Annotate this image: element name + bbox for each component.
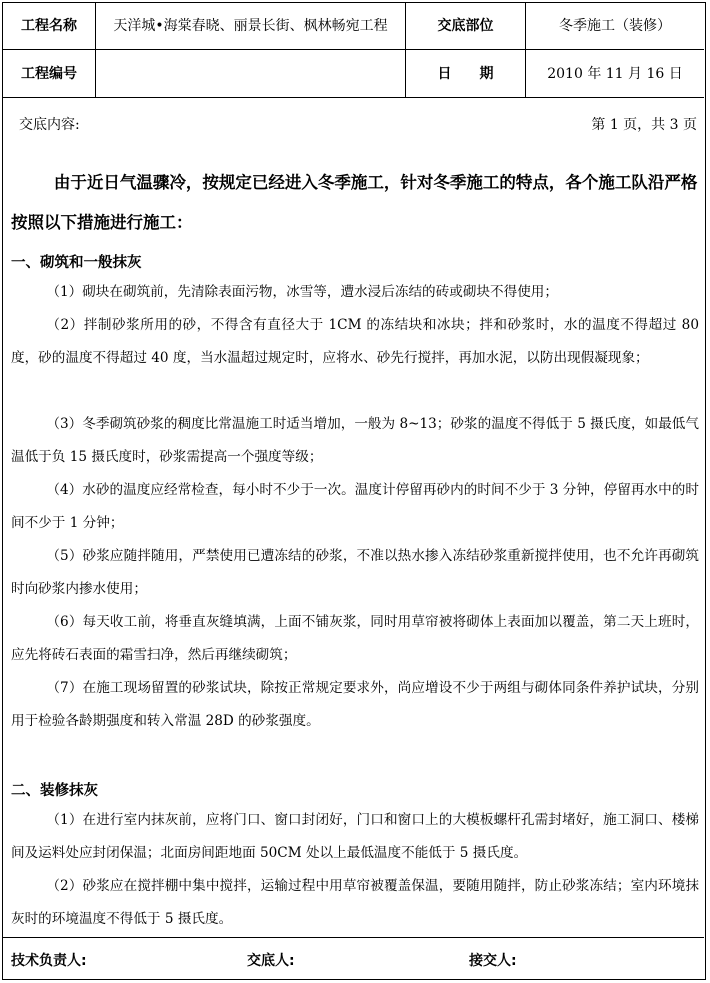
date-label: 日 期: [437, 65, 494, 82]
tech-lead-label: 技术负责人:: [11, 953, 87, 969]
section-label: 交底部位: [437, 18, 494, 34]
section-1-item: （2）拌制砂浆所用的砂，不得含有直径大于 1CM 的冻结块和冰块；拌和砂浆时，水的温度不得超过 80 度，砂的温度不得超过 40 度，当水温超过规定时，应将水、砂先行搅拌，再加水泥，以防出现假凝现象；: [11, 317, 699, 366]
section-value: 冬季施工（装修）: [559, 18, 671, 34]
project-no-value: [96, 50, 405, 97]
section-1-item: （7）在施工现场留置的砂浆试块，除按正常规定要求外，尚应增设不少于两组与砌体同条件养护试块，分别用于检验各龄期强度和转入常温 28D 的砂浆强度。: [11, 680, 699, 729]
disclosure-sheet: [2, 2, 706, 980]
project-name-value: 天洋城•海棠春晓、丽景长街、枫林畅宛工程: [113, 18, 388, 34]
section-2-item: （1）在进行室内抹灰前，应将门口、窗口封闭好，门口和窗口上的大模板螺杆孔需封堵好，施工洞口、楼梯间及运料处应封闭保温；北面房间距地面 50CM 处以上最低温度不能低于 5 摄氏度。: [11, 812, 699, 861]
section-2-item: （2）砂浆应在搅拌棚中集中搅拌，运输过程中用草帘被覆盖保温，要随用随拌，防止砂浆冻结；室内环境抹灰时的环境温度不得低于 5 摄氏度。: [11, 878, 699, 927]
content-label: 交底内容:: [19, 117, 80, 133]
section-1-item: （6）每天收工前，将垂直灰缝填满，上面不铺灰浆，同时用草帘被将砌体上表面加以覆盖，第二天上班时，应先将砖石表面的霜雪扫净，然后再继续砌筑；: [11, 614, 699, 663]
section-1-item: （4）水砂的温度应经常检查，每小时不少于一次。温度计停留再砂内的时间不少于 3 分钟，停留再水中的时间不少于 1 分钟；: [11, 482, 699, 531]
project-name-label: 工程名称: [21, 18, 77, 34]
section-2-title: 二、装修抹灰: [11, 783, 98, 799]
page-info: 第 1 页，共 3 页: [591, 117, 697, 133]
receiver-label: 接交人:: [469, 953, 517, 969]
intro-paragraph: 由于近日气温骤冷，按规定已经进入冬季施工，针对冬季施工的特点，各个施工队沿严格按照以下措施进行施工：: [11, 173, 698, 232]
header-bottom-border: [3, 97, 704, 98]
project-no-label: 工程编号: [21, 65, 77, 82]
section-1-item: （3）冬季砌筑砂浆的稠度比常温施工时适当增加，一般为 8~13；砂浆的温度不得低于 5 摄氏度，如最低气温低于负 15 摄氏度时，砂浆需提高一个强度等级；: [11, 416, 699, 465]
section-1-item: （5）砂浆应随拌随用，严禁使用已遭冻结的砂浆，不准以热水掺入冻结砂浆重新搅拌使用，也不允许再砌筑时向砂浆内掺水使用；: [11, 548, 699, 597]
footer-divider: [3, 937, 704, 938]
discloser-label: 交底人:: [247, 953, 295, 969]
section-1-title: 一、砌筑和一般抹灰: [11, 255, 142, 271]
section-1-item: （1）砌块在砌筑前，先清除表面污物，冰雪等，遭水浸后冻结的砖或砌块不得使用；: [46, 284, 558, 300]
date-value: 2010 年 11 月 16 日: [547, 65, 683, 82]
